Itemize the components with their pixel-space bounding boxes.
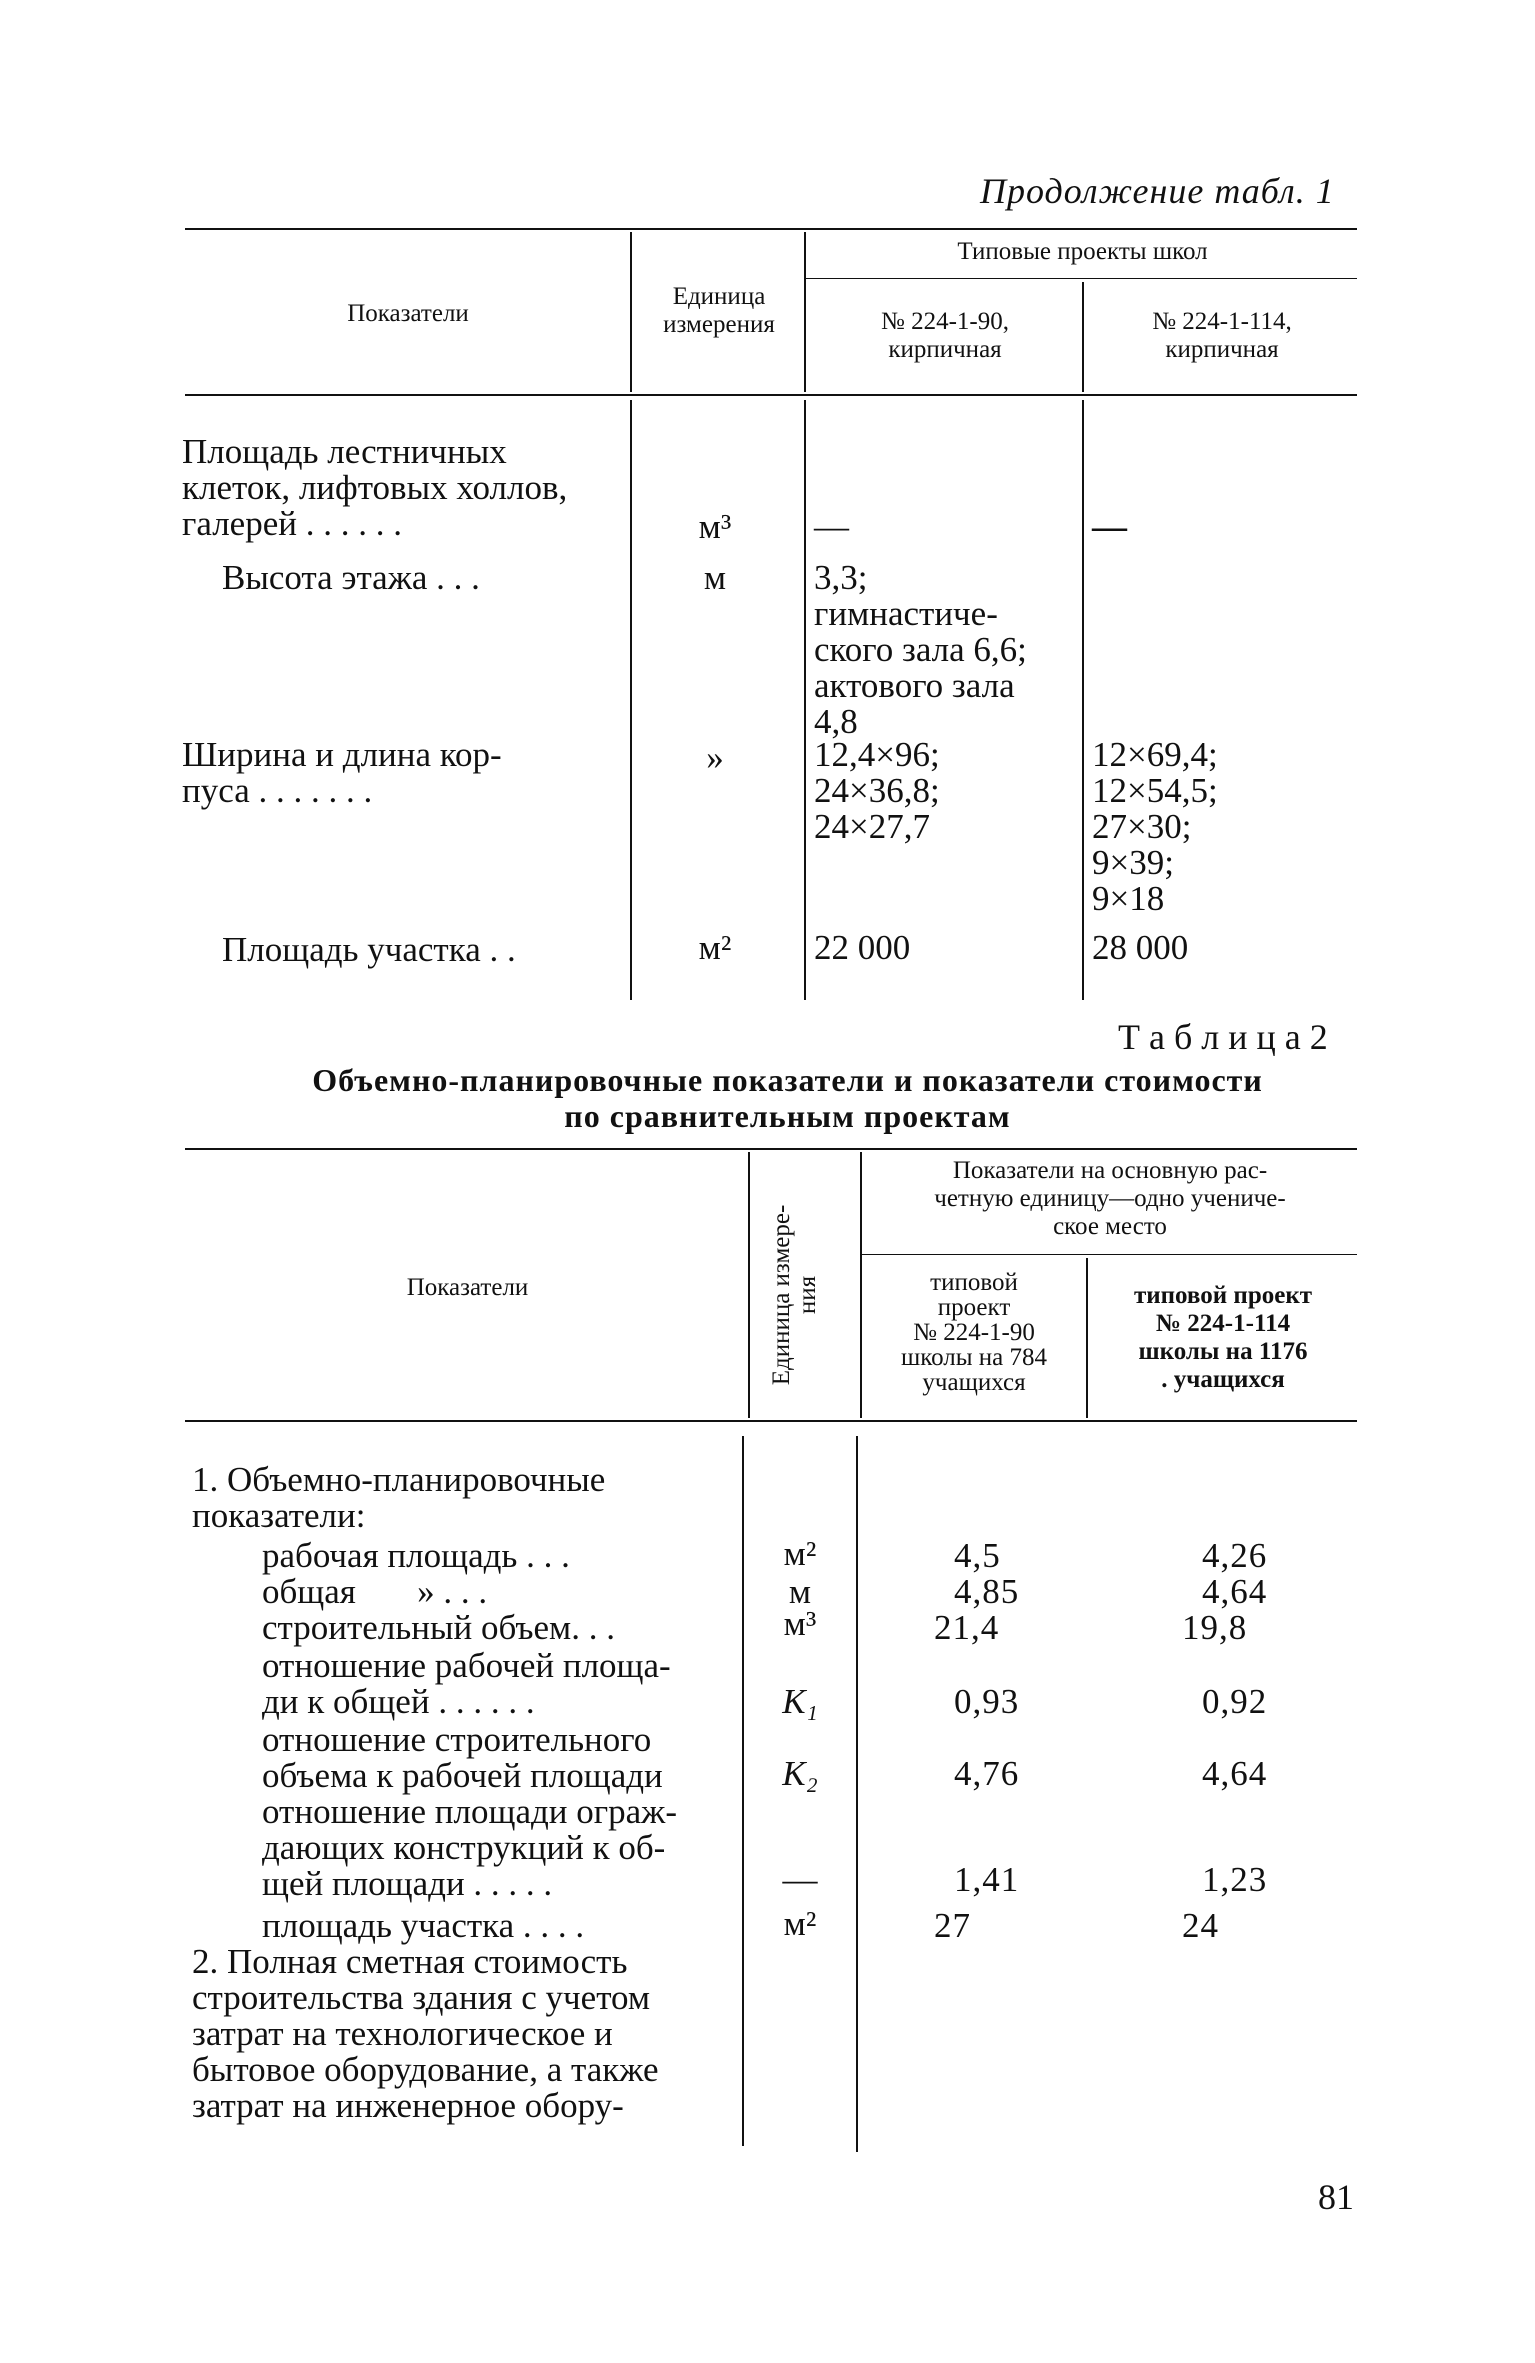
table-2-row-col-b: 1,23 — [1202, 1860, 1268, 1899]
table-2-header-bottom-rule — [185, 1420, 1357, 1422]
table-2-row-col-b: 0,92 — [1202, 1682, 1268, 1721]
table-2-row-col-a: 0,93 — [954, 1682, 1020, 1721]
table-1-row-unit: м — [703, 558, 727, 597]
table-2-row-col-a: 4,76 — [954, 1754, 1020, 1793]
table-2-row-col-a: 4,85 — [954, 1572, 1020, 1611]
table-2-col-divider-1 — [748, 1152, 750, 1418]
table-1-row-col-a: 3,3; гимнастиче- ского зала 6,6; актового зала 4,8 — [814, 558, 1027, 741]
table-1-header-col-b: № 224-1-114, кирпичная — [1152, 308, 1292, 363]
table-1-header-unit: Единица измерения — [663, 283, 775, 338]
table-2-col-divider-2 — [860, 1152, 862, 1418]
table-2-row-unit: K₂ — [782, 1754, 818, 1793]
table-2-row-unit: K₁ — [782, 1682, 818, 1721]
table-1-row-col-b: — — [1092, 507, 1127, 546]
table-2-row-col-b: 4,64 — [1202, 1572, 1268, 1611]
table-2-body-divider-1 — [742, 1436, 744, 2146]
table-2-group-rule — [862, 1254, 1357, 1255]
table-2-row-col-b: 4,26 — [1202, 1536, 1268, 1575]
table-2-row-col-b: 4,64 — [1202, 1754, 1268, 1793]
table-2-row-col-a: 4,5 — [954, 1536, 1001, 1575]
table-continuation-caption: Продолжение табл. 1 — [980, 171, 1335, 211]
table-2-row-unit: м² — [783, 1534, 817, 1573]
table-2-row-label: отношение строительного объема к рабочей площади — [262, 1720, 663, 1795]
table-2-header-indicator: Показатели — [406, 1274, 529, 1301]
table-1-header-group: Типовые проекты школ — [957, 238, 1208, 265]
table-2-row-col-b: 19,8 — [1182, 1608, 1248, 1647]
table-2-title: Объемно-планировочные показатели и показатели стоимости по сравнительным проектам — [312, 1062, 1263, 1134]
table-1-row-label: Высота этажа . . . — [222, 558, 480, 597]
page-number: 81 — [1318, 2177, 1354, 2217]
table-1-row-label: Площадь участка . . — [222, 930, 516, 969]
table-1-body-divider-3 — [1082, 400, 1084, 1000]
table-1-row-col-a: 22 000 — [814, 928, 911, 967]
table-1-header-col-a: № 224-1-90, кирпичная — [880, 308, 1009, 363]
table-2-row-label: площадь участка . . . . — [262, 1906, 585, 1945]
table-1-row-col-a: 12,4×96; 24×36,8; 24×27,7 — [814, 735, 940, 846]
table-2-col-divider-3 — [1086, 1258, 1088, 1418]
table-1-header-bottom-rule — [185, 394, 1357, 396]
table-2-top-rule — [185, 1148, 1357, 1150]
table-2-body-divider-2 — [856, 1436, 858, 2152]
table-2-row-unit: м — [788, 1572, 812, 1611]
table-1-row-col-a: — — [814, 507, 849, 546]
table-2-header-col-b: типовой проект № 224-1-114 школы на 1176 . учащихся — [1133, 1282, 1313, 1393]
table-2-row-col-a: 1,41 — [954, 1860, 1020, 1899]
table-1-col-divider-2 — [804, 232, 806, 392]
table-1-col-divider-3 — [1082, 282, 1084, 392]
table-2-row-col-b: 24 — [1182, 1906, 1219, 1945]
table-2-row-col-a: 27 — [934, 1906, 971, 1945]
table-2-section-1: 1. Объемно-планировочные показатели: — [192, 1460, 606, 1535]
table-2-row-col-a: 21,4 — [934, 1608, 1000, 1647]
table-2-header-unit: Единица измере- ния — [768, 1204, 821, 1386]
table-2-row-label: общая » . . . — [262, 1572, 488, 1611]
table-1-row-col-b: 12×69,4; 12×54,5; 27×30; 9×39; 9×18 — [1092, 735, 1218, 918]
table-2-header-group: Показатели на основную рас- четную единицу—одно учениче- ское место — [934, 1157, 1286, 1240]
table-1-group-rule — [806, 278, 1357, 279]
table-2-row-label: отношение рабочей площа- ди к общей . . . . . . — [262, 1646, 671, 1721]
table-1-body-divider-2 — [804, 400, 806, 1000]
table-2-row-unit: м² — [783, 1904, 817, 1943]
table-1-header-indicator: Показатели — [347, 300, 469, 327]
table-2-row-unit: — — [782, 1860, 818, 1899]
table-2-section-2: 2. Полная сметная стоимость строительства здания с учетом затрат на технологическое и бытовое оборудование, а также затрат на инженерное обору- — [192, 1942, 659, 2125]
table-1-col-divider-1 — [630, 232, 632, 392]
table-2-row-unit: м³ — [783, 1604, 817, 1643]
table-2-row-label: отношение площади ограж- дающих конструкций к об- щей площади . . . . . — [262, 1792, 677, 1903]
table-1-row-label: Ширина и длина кор- пуса . . . . . . . — [182, 735, 502, 810]
table-2-number: Т а б л и ц а 2 — [1118, 1017, 1328, 1057]
table-1-row-col-b: 28 000 — [1092, 928, 1189, 967]
table-1-row-label: Площадь лестничных клеток, лифтовых холлов, галерей . . . . . . — [182, 432, 568, 543]
table-1-top-rule — [185, 228, 1357, 230]
table-1-row-unit: » — [706, 738, 724, 777]
table-2-row-label: рабочая площадь . . . — [262, 1536, 570, 1575]
table-1-row-unit: м³ — [698, 507, 732, 546]
table-1-row-unit: м² — [698, 928, 732, 967]
table-2-row-label: строительный объем. . . — [262, 1608, 615, 1647]
table-2-header-col-a: типовой проект № 224-1-90 школы на 784 учащихся — [900, 1269, 1048, 1396]
table-1-body-divider-1 — [630, 400, 632, 1000]
